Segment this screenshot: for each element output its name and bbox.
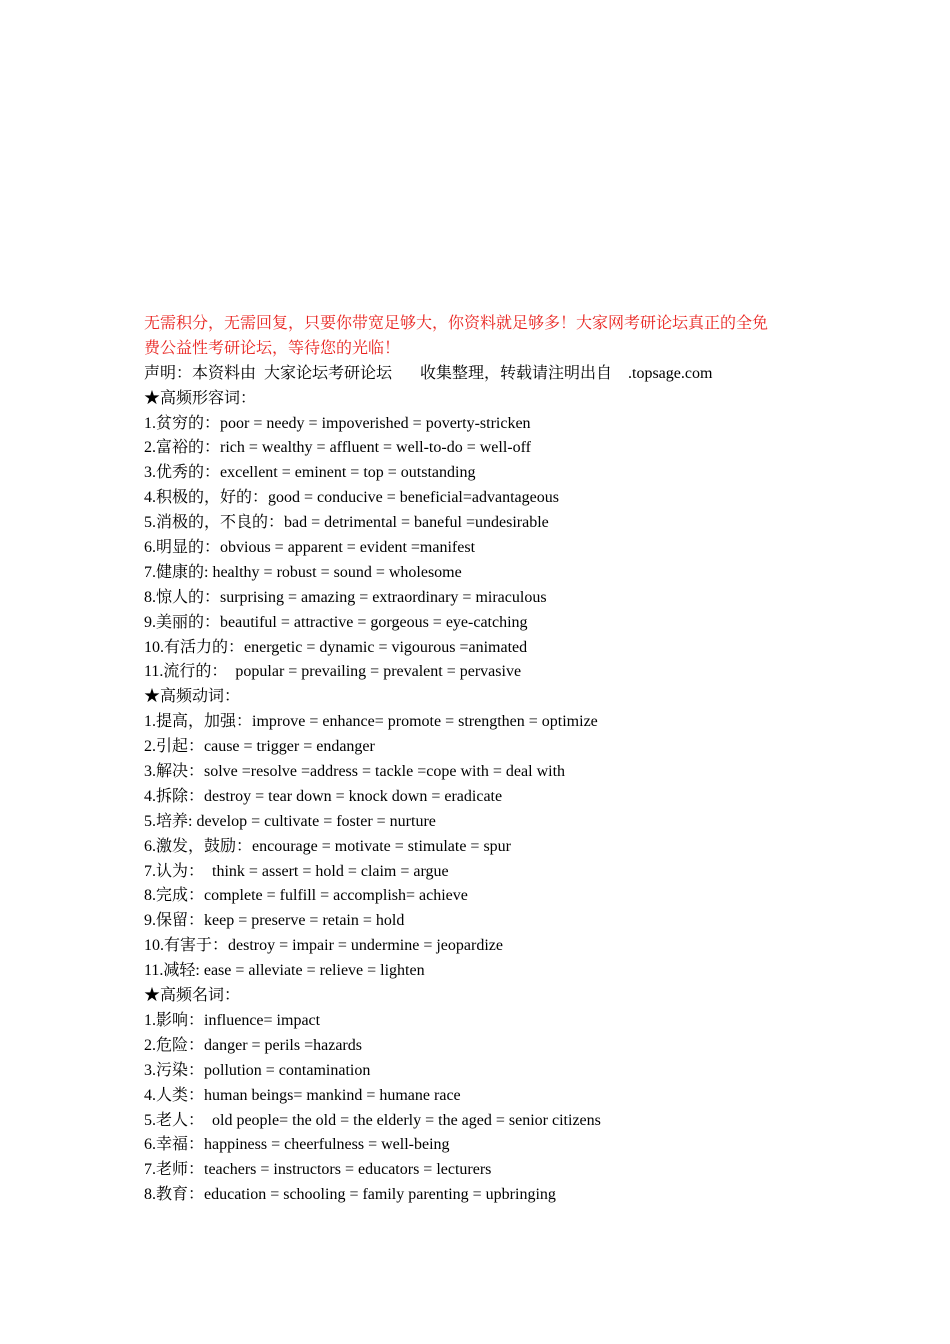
document-body (144, 312, 824, 1208)
list-item: 1.贫穷的：poor = needy = impoverished = poverty-stricken (144, 414, 531, 432)
section-verbs (144, 685, 824, 984)
notice-line-2: 费公益性考研论坛，等待您的光临！ (144, 339, 401, 357)
section-heading: ★高频名词： (144, 987, 241, 1005)
list-item: 8.教育：education = schooling = family parenting = upbringing (144, 1186, 556, 1204)
section-heading: ★高频动词： (144, 688, 241, 706)
list-item: 5.老人： old people= the old = the elderly = the aged = senior citizens (144, 1111, 601, 1129)
list-item: 10.有害于：destroy = impair = undermine = jeopardize (144, 937, 503, 955)
list-item: 5.消极的，不良的：bad = detrimental = baneful =undesirable (144, 514, 549, 532)
list-item: 2.富裕的：rich = wealthy = affluent = well-to-do = well-off (144, 439, 531, 457)
list-item: 7.老师：teachers = instructors = educators = lecturers (144, 1161, 492, 1179)
section-heading: ★高频形容词： (144, 389, 257, 407)
list-item: 4.人类：human beings= mankind = humane race (144, 1086, 461, 1104)
list-item: 9.保留：keep = preserve = retain = hold (144, 912, 405, 930)
list-item: 11.减轻: ease = alleviate = relieve = lighten (144, 962, 425, 980)
list-item: 8.完成：complete = fulfill = accomplish= achieve (144, 887, 468, 905)
list-item: 3.优秀的：excellent = eminent = top = outstanding (144, 464, 476, 482)
list-item: 10.有活力的：energetic = dynamic = vigourous =animated (144, 638, 528, 656)
list-item: 7.认为： think = assert = hold = claim = argue (144, 862, 449, 880)
list-item: 5.培养: develop = cultivate = foster = nurture (144, 812, 436, 830)
list-item: 2.引起：cause = trigger = endanger (144, 738, 375, 756)
list-item: 4.拆除：destroy = tear down = knock down = eradicate (144, 787, 503, 805)
list-item: 6.激发，鼓励：encourage = motivate = stimulate = spur (144, 837, 512, 855)
list-item: 2.危险：danger = perils =hazards (144, 1036, 362, 1054)
list-item: 1.影响：influence= impact (144, 1011, 321, 1029)
list-item: 3.解决：solve =resolve =address = tackle =cope with = deal with (144, 763, 566, 781)
list-item: 1.提高，加强：improve = enhance= promote = strengthen = optimize (144, 713, 598, 731)
section-nouns (144, 984, 824, 1208)
list-item: 6.明显的：obvious = apparent = evident =manifest (144, 539, 476, 557)
list-item: 8.惊人的：surprising = amazing = extraordinary = miraculous (144, 588, 547, 606)
list-item: 7.健康的: healthy = robust = sound = wholesome (144, 563, 462, 581)
list-item: 6.幸福：happiness = cheerfulness = well-being (144, 1136, 450, 1154)
section-adjectives (144, 387, 824, 686)
notice-line-1: 无需积分，无需回复，只要你带宽足够大，你资料就足够多！大家网考研论坛真正的全免 (144, 315, 769, 332)
statement-line: 声明：本资料由 大家论坛考研论坛 收集整理，转载请注明出自 .topsage.com (144, 364, 713, 382)
list-item: 9.美丽的：beautiful = attractive = gorgeous = eye-catching (144, 613, 528, 631)
list-item: 4.积极的，好的：good = conducive = beneficial=advantageous (144, 489, 559, 507)
list-item: 3.污染：pollution = contamination (144, 1061, 371, 1079)
list-item: 11.流行的： popular = prevailing = prevalent = pervasive (144, 663, 522, 681)
